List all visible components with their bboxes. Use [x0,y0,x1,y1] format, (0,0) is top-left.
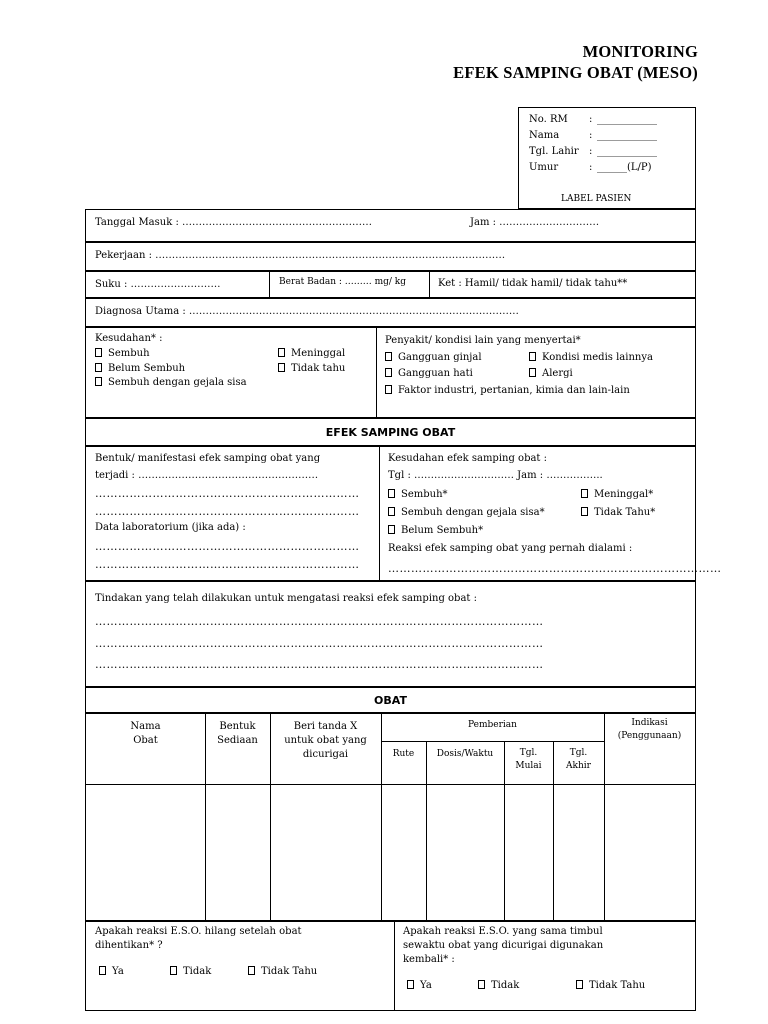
kesudahan-option[interactable]: Belum Sembuh [95,363,185,375]
lab-dotted-line[interactable]: …………………………………………………………… [95,558,360,571]
checkbox-icon[interactable] [529,352,536,361]
col-nama-obat: Nama Obat [130,721,161,746]
q1-option-ya[interactable]: Ya [99,966,124,978]
checkbox-icon[interactable] [385,352,392,361]
kesudahan-efek-option[interactable]: Tidak Tahu* [581,507,655,519]
q2-text-line3: kembali* : [403,954,455,965]
checkbox-icon[interactable] [95,348,102,357]
checkbox-icon[interactable] [388,525,395,534]
tindakan-label: Tindakan yang telah dilakukan untuk mengatasi reaksi efek samping obat : [95,593,477,604]
lab-label: Data laboratorium (jika ada) : [95,522,246,533]
diagnosa-field[interactable]: Diagnosa Utama : ……………………………………………………………………………………… [95,306,519,317]
reaksi-label: Reaksi efek samping obat yang pernah dialami : [388,543,633,554]
nama-field[interactable]: ____________ [597,130,657,141]
obat-heading: OBAT [374,694,407,707]
q2-option-ya[interactable]: Ya [407,980,432,992]
obat-table [85,713,696,921]
tindakan-dotted-line[interactable]: ……………………………………………………………………………………………………… [95,637,544,650]
checkbox-icon[interactable] [478,980,485,989]
ket-field[interactable]: Ket : Hamil/ tidak hamil/ tidak tahu** [438,278,628,289]
bentuk-label: Bentuk/ manifestasi efek samping obat yang [95,453,321,464]
diagnosa-row [85,298,696,327]
patient-label-box: No. RM : ____________ Nama : ____________ Tgl. Lahir : ____________ Umur : ______(L/P) LABEL PASIEN [518,107,696,209]
col-dosis-waktu: Dosis/Waktu [436,749,494,759]
checkbox-icon[interactable] [581,507,588,516]
jam-field[interactable]: Jam : ………………………… [470,217,600,228]
checkbox-icon[interactable] [388,507,395,516]
checkbox-icon[interactable] [170,966,177,975]
q1-option-tidak[interactable]: Tidak [170,966,211,978]
pekerjaan-field[interactable]: Pekerjaan : …………………………………………………………………………………………… [95,250,506,261]
kesudahan-option[interactable]: Sembuh [95,348,150,360]
penyakit-option[interactable]: Faktor industri, pertanian, kimia dan lain-lain [385,385,630,397]
checkbox-icon[interactable] [576,980,583,989]
kesudahan-penyakit-row [85,327,696,418]
q2-option-tidak[interactable]: Tidak [478,980,519,992]
checkbox-icon[interactable] [95,377,102,386]
efek-samping-heading: EFEK SAMPING OBAT [325,426,456,439]
umur-field[interactable]: ______(L/P) [597,162,652,173]
q1-option-tidak-tahu[interactable]: Tidak Tahu [248,966,317,978]
tindakan-dotted-line[interactable]: ……………………………………………………………………………………………………… [95,615,544,628]
q1-text-line2: dihentikan* ? [95,940,163,951]
penyakit-label: Penyakit/ kondisi lain yang menyertai* [385,335,581,346]
kesudahan-option[interactable]: Meninggal [278,348,345,360]
col-rute: Rute [392,749,415,759]
checkbox-icon[interactable] [385,368,392,377]
penyakit-option[interactable]: Gangguan hati [385,368,473,380]
tindakan-row [85,581,696,687]
pekerjaan-row [85,242,696,271]
checkbox-icon[interactable] [581,489,588,498]
checkbox-icon[interactable] [278,348,285,357]
form-title-line1: MONITORING [582,42,698,61]
checkbox-icon[interactable] [95,363,102,372]
kesudahan-efek-label: Kesudahan efek samping obat : [388,453,547,464]
umur-label: Umur [529,162,559,173]
tanggal-masuk-row [85,209,696,242]
kesudahan-efek-option[interactable]: Belum Sembuh* [388,525,483,537]
tgl-lahir-field[interactable]: ____________ [597,146,657,157]
bentuk-dotted-line[interactable]: …………………………………………………………… [95,487,360,500]
checkbox-icon[interactable] [248,966,255,975]
checkbox-icon[interactable] [407,980,414,989]
tanggal-masuk-field[interactable]: Tanggal Masuk : ………………………………………………… [95,217,372,228]
kesudahan-label: Kesudahan* : [95,333,163,344]
suku-row [85,271,696,298]
checkbox-icon[interactable] [388,489,395,498]
tgl-lahir-label: Tgl. Lahir [529,146,579,157]
kesudahan-efek-option[interactable]: Sembuh dengan gejala sisa* [388,507,545,519]
bentuk-dotted-line[interactable]: …………………………………………………………… [95,505,360,518]
kesudahan-efek-option[interactable]: Sembuh* [388,489,448,501]
obat-heading-row [85,687,696,713]
reaksi-dotted-line[interactable]: …………………………………………………………………………… [388,562,722,575]
tgl-jam-field[interactable]: Tgl : ………………………… Jam : …………….. [388,470,603,481]
checkbox-icon[interactable] [278,363,285,372]
q2-text-line2: sewaktu obat yang dicurigai digunakan [403,940,604,951]
no-rm-field[interactable]: ____________ [597,114,657,125]
tindakan-dotted-line[interactable]: ……………………………………………………………………………………………………… [95,658,544,671]
penyakit-option[interactable]: Alergi [529,368,573,380]
checkbox-icon[interactable] [529,368,536,377]
q2-text-line1: Apakah reaksi E.S.O. yang sama timbul [403,926,603,937]
col-tanda-x: Beri tanda X untuk obat yang dicurigai [284,721,367,760]
kesudahan-option[interactable]: Tidak tahu [278,363,345,375]
kesudahan-option[interactable]: Sembuh dengan gejala sisa [95,377,247,389]
efek-samping-heading-row [85,418,696,446]
col-tgl-akhir: Tgl. Akhir [566,748,591,771]
col-indikasi: Indikasi (Penggunaan) [617,718,682,741]
bentuk-field[interactable]: terjadi : ……………………………………………… [95,470,319,481]
no-rm-label: No. RM [529,114,568,125]
form-title-line2: EFEK SAMPING OBAT (MESO) [453,63,698,82]
penyakit-option[interactable]: Gangguan ginjal [385,352,482,364]
lab-dotted-line[interactable]: …………………………………………………………… [95,540,360,553]
penyakit-option[interactable]: Kondisi medis lainnya [529,352,653,364]
q1-text-line1: Apakah reaksi E.S.O. hilang setelah obat [95,926,302,937]
label-pasien-caption: LABEL PASIEN [561,194,632,204]
efek-samping-details [85,446,722,581]
checkbox-icon[interactable] [99,966,106,975]
col-tgl-mulai: Tgl. Mulai [515,748,542,771]
col-pemberian: Pemberian [468,720,517,730]
nama-label: Nama [529,130,560,141]
col-bentuk-sediaan: Bentuk Sediaan [217,721,258,746]
q2-option-tidak-tahu[interactable]: Tidak Tahu [576,980,645,992]
suku-field[interactable]: Suku : ……………………… [95,279,221,290]
berat-badan-field[interactable]: Berat Badan : ……… mg/ kg [279,277,407,287]
questions-row [85,921,696,1011]
kesudahan-efek-option[interactable]: Meninggal* [581,489,653,501]
checkbox-icon[interactable] [385,385,392,394]
